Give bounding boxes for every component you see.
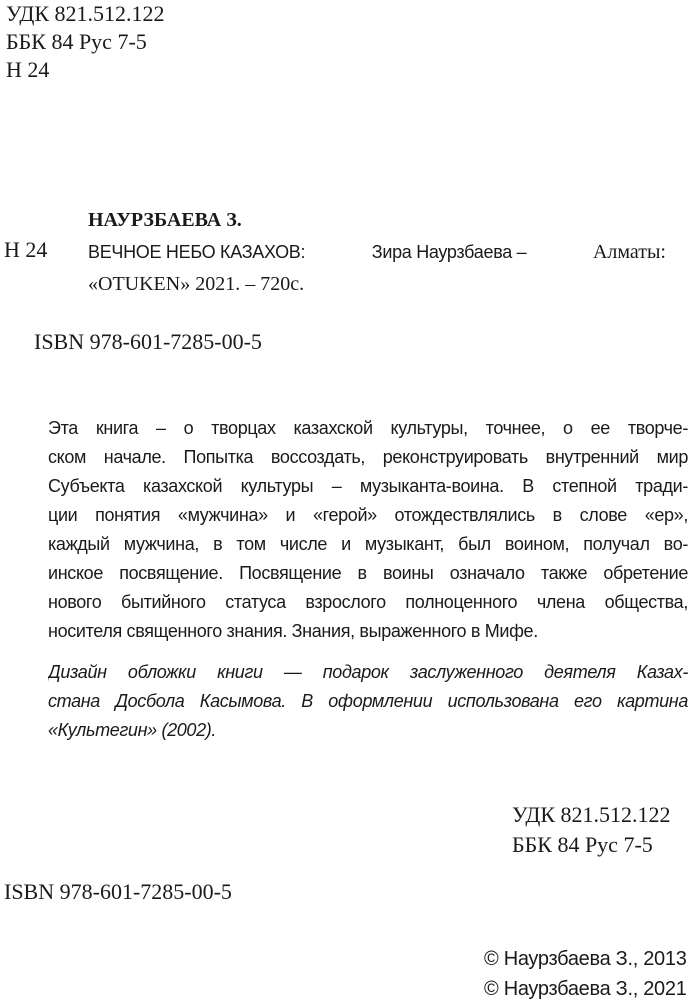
bibliographic-record	[88, 204, 688, 300]
bottom-classification-codes	[512, 800, 671, 860]
book-title: ВЕЧНОЕ НЕБО КАЗАХОВ:	[88, 242, 306, 262]
abstract-line: каждый мужчина, в том числе и музыкант, был воином, получал во-	[48, 534, 688, 554]
bbk-code-top: ББК 84 Рус 7-5	[6, 29, 147, 54]
author-name: НАУРЗБАЕВА З.	[88, 209, 242, 231]
abstract-line: нового бытийного статуса взрослого полноценного члена общества,	[48, 592, 688, 612]
publication-city: Алматы:	[592, 241, 666, 263]
bbk-code-bottom: ББК 84 Рус 7-5	[512, 832, 653, 857]
cover-design-note	[48, 658, 688, 745]
copyright-block	[484, 944, 687, 1004]
title-author: Зира Наурзбаева –	[371, 242, 527, 262]
design-line: Дизайн обложки книги — подарок заслуженного деятеля Казах-	[48, 662, 688, 682]
abstract-line: Субъекта казахской культуры – музыканта-воина. В степной тради-	[48, 476, 688, 496]
abstract-line: Эта книга – о творцах казахской культуры, точнее, о ее творче-	[48, 418, 688, 438]
cutter-code-top: Н 24	[6, 57, 50, 82]
copyright-line: © Наурзбаева З., 2013	[484, 948, 687, 970]
abstract-line: носителя священного знания. Знания, выраженного в Мифе.	[48, 621, 538, 641]
top-classification-codes	[6, 0, 165, 84]
abstract-line: инское посвящение. Посвящение в воины означало также обретение	[48, 563, 688, 583]
copyright-line: © Наурзбаева З., 2021	[484, 978, 687, 1000]
udk-code-bottom: УДК 821.512.122	[512, 802, 671, 827]
bib-cutter-code: Н 24	[4, 237, 48, 262]
abstract-line: ции понятия «мужчина» и «герой» отождествлялись в слове «ер»,	[48, 505, 688, 525]
udk-code-top: УДК 821.512.122	[6, 1, 165, 26]
design-line: стана Досбола Касымова. В оформлении использована его картина	[48, 691, 688, 711]
design-line: «Культегин» (2002).	[48, 720, 217, 740]
abstract-line: ском начале. Попытка воссоздать, реконструировать внутренний мир	[48, 447, 688, 467]
publisher-line: «OTUKEN» 2021. – 720с.	[88, 273, 305, 295]
abstract-paragraph	[48, 414, 688, 646]
isbn-bottom: ISBN 978-601-7285-00-5	[4, 879, 232, 904]
isbn-top: ISBN 978-601-7285-00-5	[34, 329, 262, 354]
title-line	[88, 236, 666, 268]
